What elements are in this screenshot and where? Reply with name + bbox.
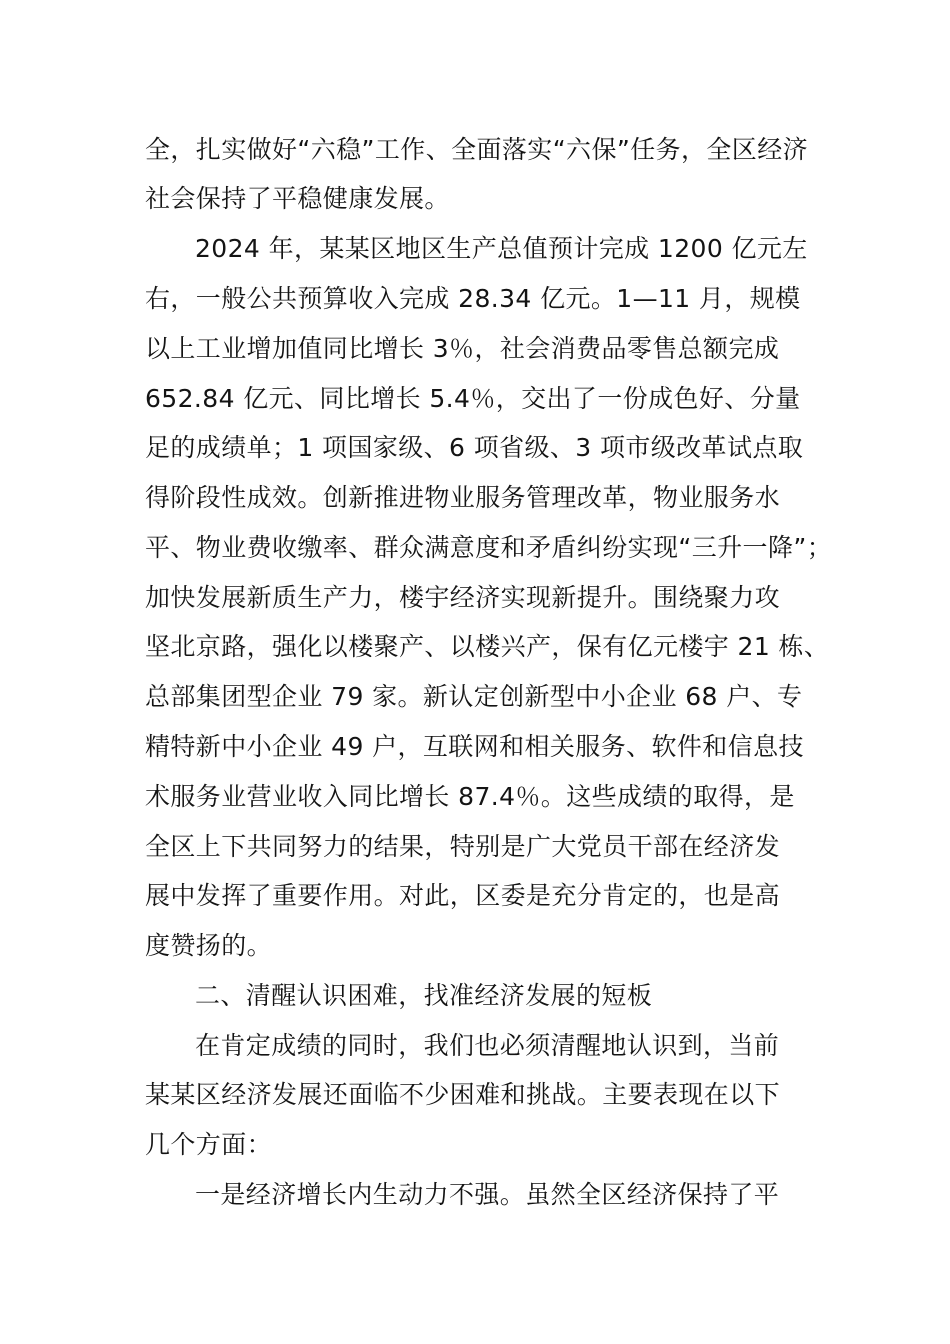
paragraph-first-line: 2024 年，某某区地区生产总值预计完成 1200 亿元左	[195, 234, 808, 263]
text-line: 右，一般公共预算收入完成 28.34 亿元。1—11 月，规模	[145, 284, 801, 313]
text-line: 社会保持了平稳健康发展。	[145, 184, 450, 213]
text-line: 几个方面：	[145, 1130, 273, 1159]
text-line: 术服务业营业收入同比增长 87.4％。这些成绩的取得，是	[145, 782, 795, 811]
text-line: 平、物业费收缴率、群众满意度和矛盾纠纷实现“三升一降”；	[145, 533, 833, 562]
text-line: 展中发挥了重要作用。对此，区委是充分肯定的，也是高	[145, 881, 781, 910]
text-line: 精特新中小企业 49 户，互联网和相关服务、软件和信息技	[145, 732, 804, 761]
text-line: 坚北京路，强化以楼聚产、以楼兴产，保有亿元楼宇 21 栋、	[145, 632, 830, 661]
paragraph-first-line: 在肯定成绩的同时，我们也必须清醒地认识到，当前	[195, 1031, 780, 1060]
text-line: 652.84 亿元、同比增长 5.4％，交出了一份成色好、分量	[145, 384, 801, 413]
section-heading: 二、清醒认识困难，找准经济发展的短板	[195, 981, 653, 1010]
text-line: 某某区经济发展还面临不少困难和挑战。主要表现在以下	[145, 1080, 781, 1109]
text-line: 总部集团型企业 79 家。新认定创新型中小企业 68 户、专	[145, 682, 803, 711]
text-line: 度赞扬的。	[145, 931, 273, 960]
text-line: 足的成绩单；1 项国家级、6 项省级、3 项市级改革试点取	[145, 433, 804, 462]
text-line: 以上工业增加值同比增长 3％，社会消费品零售总额完成	[145, 334, 780, 363]
text-line: 加快发展新质生产力，楼宇经济实现新提升。围绕聚力攻	[145, 583, 781, 612]
text-line: 得阶段性成效。创新推进物业服务管理改革，物业服务水	[145, 483, 781, 512]
paragraph-first-line: 一是经济增长内生动力不强。虽然全区经济保持了平	[195, 1180, 780, 1209]
text-line: 全区上下共同努力的结果，特别是广大党员干部在经济发	[145, 832, 781, 861]
text-line: 全，扎实做好“六稳”工作、全面落实“六保”任务，全区经济	[145, 135, 809, 164]
